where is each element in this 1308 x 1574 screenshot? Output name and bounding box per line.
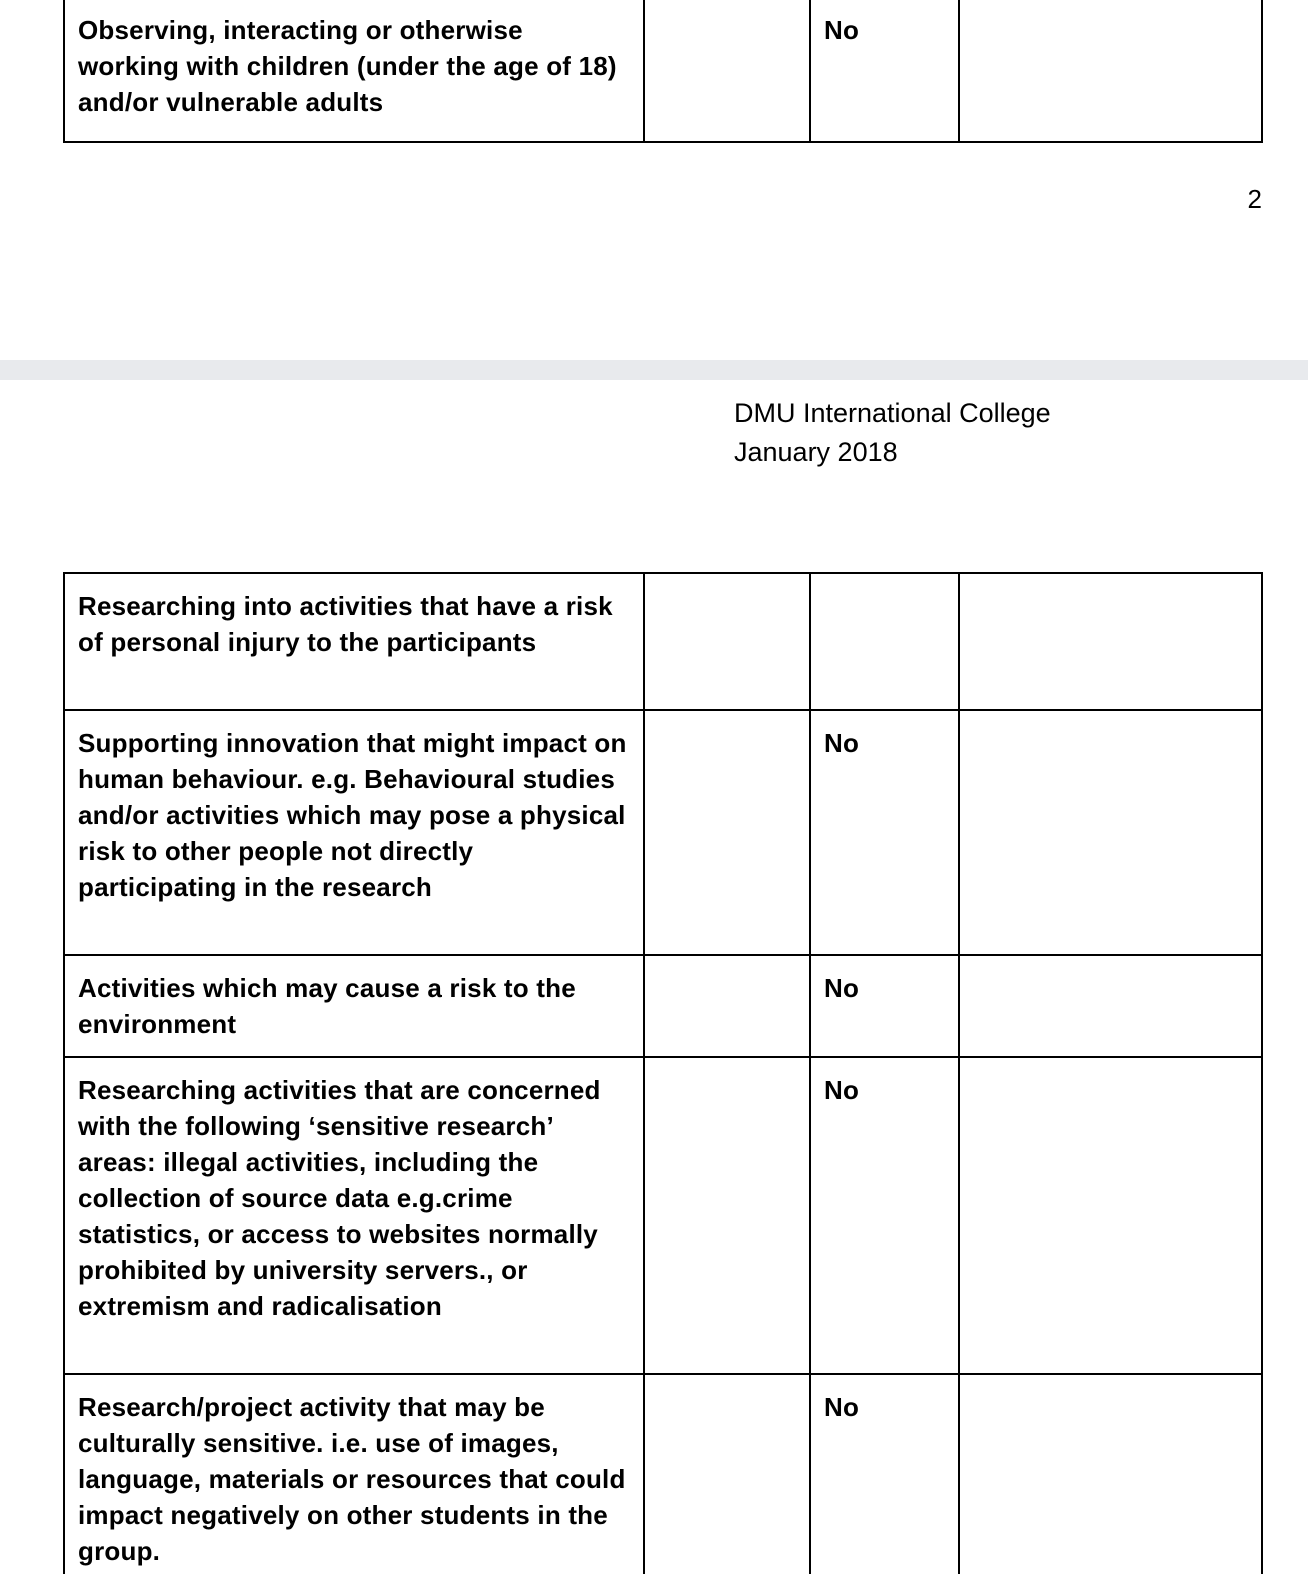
table-row [64,0,1262,142]
document-page-1 [0,0,1308,360]
page-header [734,394,1051,472]
empty-cell [644,955,810,1057]
empty-cell [644,0,810,142]
table-row [64,955,1262,1057]
header-institution: DMU International College [734,398,1051,428]
answer-cell: No [810,1374,959,1574]
question-cell: Researching into activities that have a risk of personal injury to the participants [64,573,644,710]
table-row [64,710,1262,955]
answer-cell: No [810,710,959,955]
ethics-table-page-1 [63,0,1263,143]
answer-cell [810,573,959,710]
page-separator [0,360,1308,380]
empty-cell [959,710,1262,955]
empty-cell [959,0,1262,142]
answer-cell: No [810,955,959,1057]
empty-cell [959,573,1262,710]
document-page-2 [0,380,1308,1574]
question-cell: Research/project activity that may be culturally sensitive. i.e. use of images, language, materials or resources that could impact negatively on other students in the group. [64,1374,644,1574]
header-date: January 2018 [734,437,898,467]
empty-cell [644,1057,810,1374]
question-cell: Researching activities that are concerned with the following ‘sensitive research’ areas: illegal activities, including the collection of source data e.g.crime statistics, or access to websites normally prohibited by university servers., or extremism and radicalisation [64,1057,644,1374]
empty-cell [959,955,1262,1057]
page-number: 2 [1247,184,1262,214]
question-cell: Observing, interacting or otherwise working with children (under the age of 18) and/or vulnerable adults [64,0,644,142]
question-cell: Activities which may cause a risk to the environment [64,955,644,1057]
question-cell: Supporting innovation that might impact on human behaviour. e.g. Behavioural studies and/or activities which may pose a physical risk to other people not directly participating in the research [64,710,644,955]
empty-cell [644,1374,810,1574]
table-row [64,1057,1262,1374]
table-row [64,1374,1262,1574]
empty-cell [959,1374,1262,1574]
empty-cell [644,573,810,710]
answer-cell: No [810,0,959,142]
answer-cell: No [810,1057,959,1374]
ethics-table-page-2 [63,572,1263,1574]
empty-cell [644,710,810,955]
empty-cell [959,1057,1262,1374]
table-row [64,573,1262,710]
